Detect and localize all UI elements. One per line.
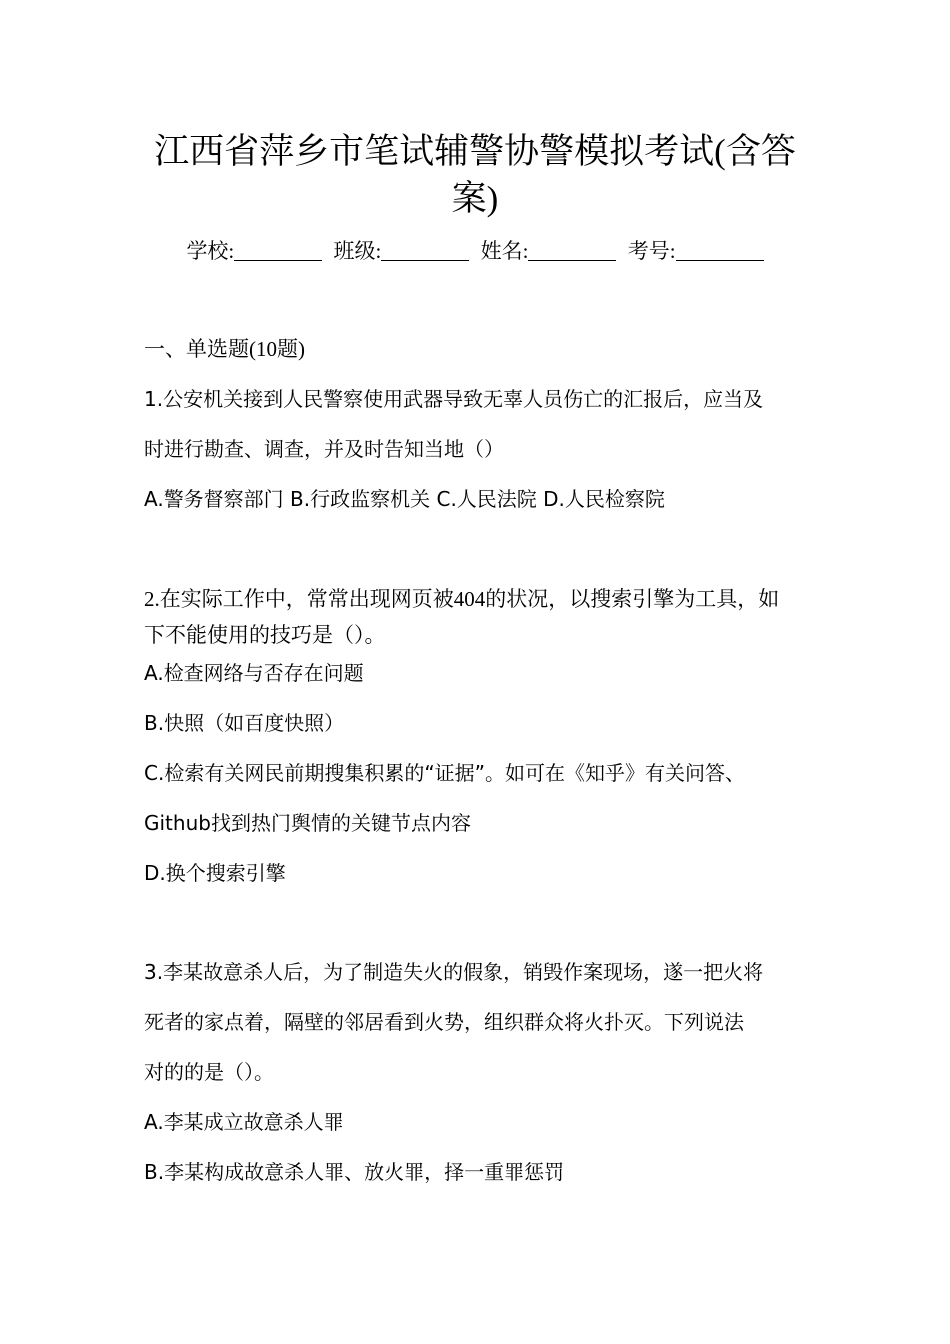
school-label: 学校:: [186, 239, 235, 263]
exam-number-field: [628, 239, 764, 263]
question-3-line-2: 死者的家点着，隔壁的邻居看到火势，组织群众将火扑灭。下列说法: [144, 1010, 744, 1034]
question-2-option-b: B.快照（如百度快照）: [144, 711, 345, 735]
school-field: [186, 239, 322, 263]
class-field: [334, 239, 470, 263]
question-2-option-c-cont: Github找到热门舆情的关键节点内容: [144, 811, 471, 835]
question-2-option-d: D.换个搜索引擎: [144, 861, 286, 885]
question-1-line-1: 1.公安机关接到人民警察使用武器导致无辜人员伤亡的汇报后，应当及: [144, 387, 764, 411]
student-info-row: [0, 236, 950, 266]
class-label: 班级:: [333, 239, 382, 263]
section-heading: 一、单选题(10题): [144, 337, 305, 361]
question-2-line-2: 下不能使用的技巧是（）。: [144, 623, 386, 647]
document-title: 江西省萍乡市笔试辅警协警模拟考试(含答案): [154, 132, 796, 218]
question-3-option-a: A.李某成立故意杀人罪: [144, 1110, 344, 1134]
school-blank: [234, 240, 322, 261]
question-3-line-3: 对的的是（）。: [144, 1060, 274, 1084]
name-field: [481, 239, 617, 263]
name-blank: [528, 240, 616, 261]
exam-number-blank: [676, 240, 764, 261]
question-2-option-c: C.检索有关网民前期搜集积累的“证据”。如可在《知乎》有关问答、: [144, 761, 746, 785]
question-1-options: A.警务督察部门 B.行政监察机关 C.人民法院 D.人民检察院: [144, 487, 665, 511]
question-3-line-1: 3.李某故意杀人后，为了制造失火的假象，销毁作案现场，遂一把火将: [144, 960, 764, 984]
exam-number-label: 考号:: [627, 239, 676, 263]
question-1-line-2: 时进行勘查、调查，并及时告知当地（）: [144, 437, 504, 461]
question-2-line-1: 2.在实际工作中，常常出现网页被404的状况，以搜索引擎为工具，如: [144, 587, 780, 611]
question-2-option-a: A.检查网络与否存在问题: [144, 661, 364, 685]
class-blank: [381, 240, 469, 261]
question-3-option-b: B.李某构成故意杀人罪、放火罪，择一重罪惩罚: [144, 1160, 565, 1184]
name-label: 姓名:: [480, 239, 529, 263]
